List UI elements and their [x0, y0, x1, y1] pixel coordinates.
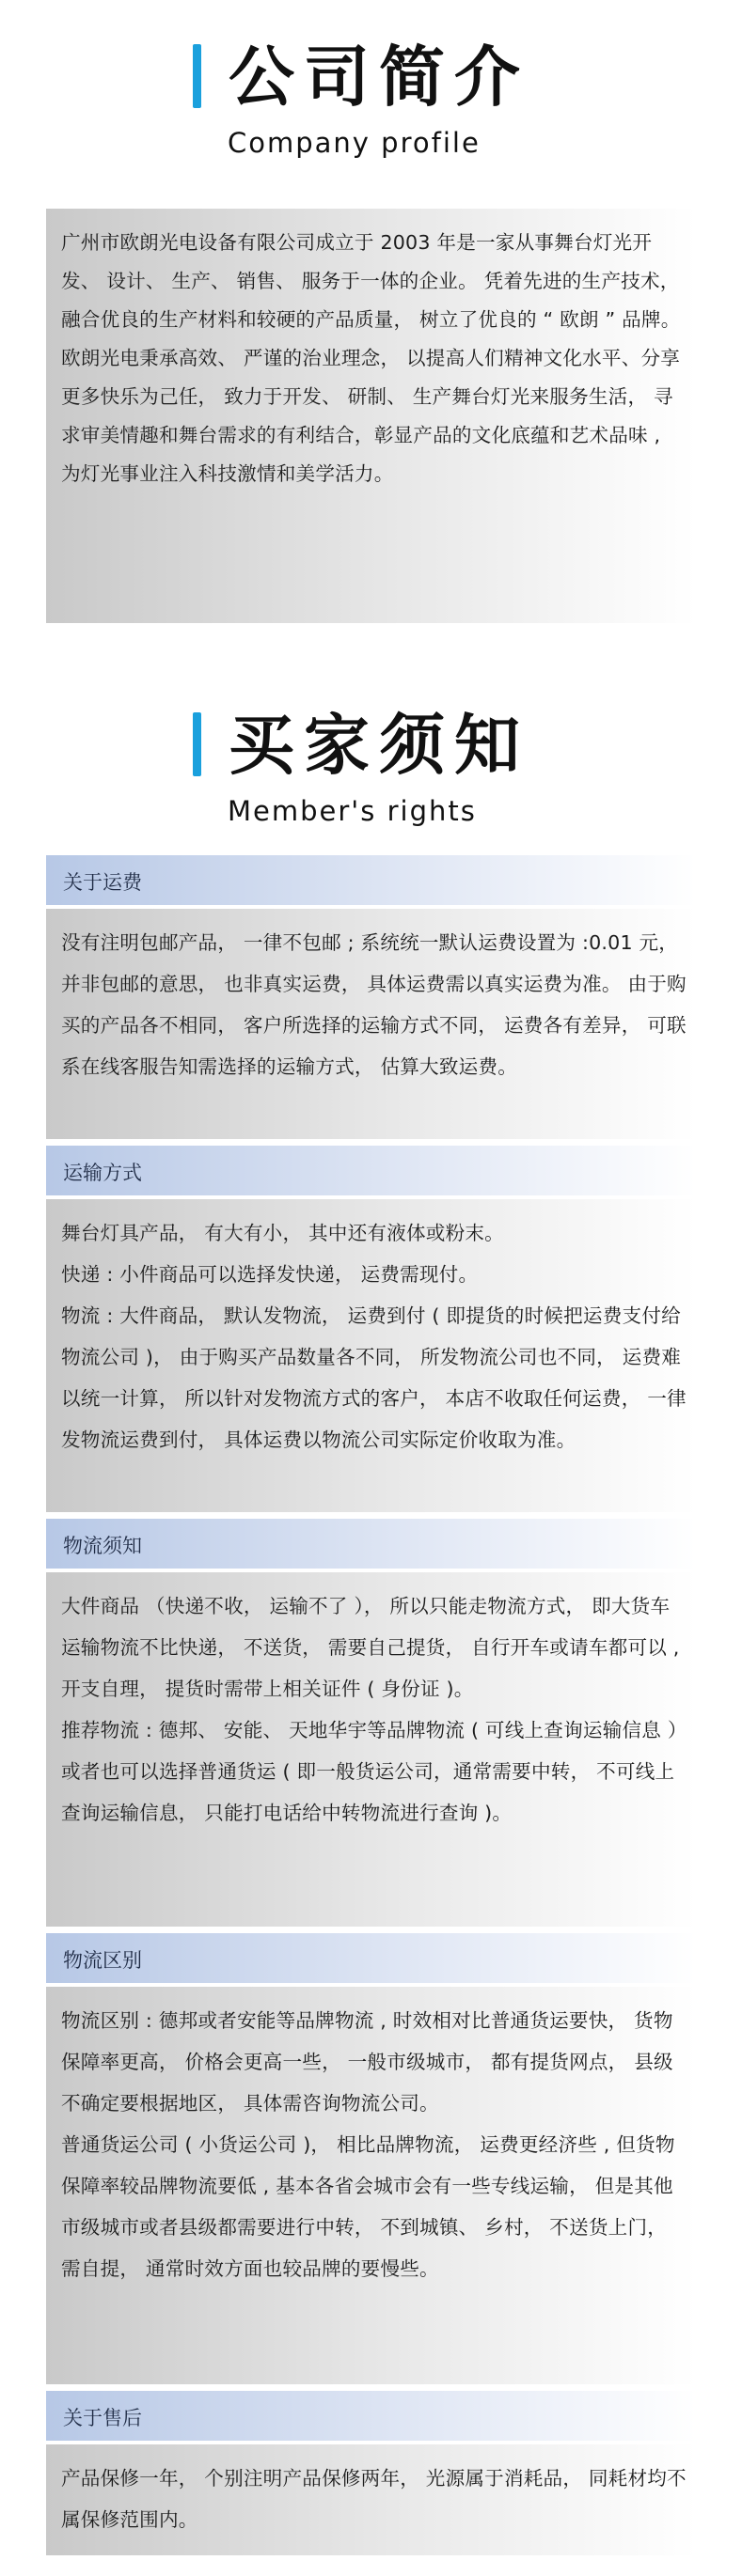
paragraph: 物流 : 大件商品， 默认发物流， 运费到付 ( 即提货的时候把运费支付给物流公司 )， 由于购买产品数量各不同， 所发物流公司也不同， 运费难以统一计算， 所以针对发物流方式的客户， 本店不收取任何运费， 一律发物流运费到付， 具体运费以物流公司实际定价收取为准。 [61, 1304, 687, 1451]
section-label-logistics-notice [46, 1519, 696, 1569]
company-intro-panel [46, 209, 696, 623]
paragraph: 产品保修一年， 个别注明产品保修两年， 光源属于消耗品， 同耗材均不属保修范围内。 [61, 2467, 687, 2531]
paragraph: 推荐物流 : 德邦、 安能、 天地华宇等品牌物流 ( 可线上查询运输信息 ） 或者也可以选择普通货运 ( 即一般货运公司，通常需要中转， 不可线上查询运输信息， 只能打电话给中转物流进行查询 )。 [61, 1719, 687, 1824]
paragraph: 物流区别 : 德邦或者安能等品牌物流 , 时效相对比普通货运要快， 货物保障率更高， 价格会更高一些， 一般市级城市， 都有提货网点， 县级不确定要根据地区， 具体需咨询物流公司。 [61, 2009, 673, 2115]
members-rights-subtitle: Member's rights [228, 795, 477, 827]
section-label-logistics-difference [46, 1933, 696, 1983]
paragraph: 没有注明包邮产品， 一律不包邮 ; 系统统一默认运费设置为 :0.01 元， 并非包邮的意思， 也非真实运费， 具体运费需以真实运费为准。 由于购买的产品各不相同， 客户所选择的运输方式不同， 运费各有差异， 可联系在线客服告知需选择的运输方式， 估算大致运费。 [61, 931, 687, 1078]
section-label-text: 关于售后 [63, 2407, 142, 2429]
section-label-text: 物流区别 [63, 1949, 142, 1972]
company-profile-subtitle: Company profile [228, 127, 481, 159]
section-body-shipping-fee [46, 909, 696, 1139]
members-rights-title: 买家须知 [229, 707, 529, 784]
section-label-text: 运输方式 [63, 1162, 142, 1184]
section-body-logistics-notice [46, 1572, 696, 1927]
section-label-shipping-method [46, 1146, 696, 1195]
section-body-shipping-method [46, 1199, 696, 1512]
section-label-text: 关于运费 [63, 871, 142, 894]
paragraph: 快递 : 小件商品可以选择发快递， 运费需现付。 [61, 1263, 479, 1286]
company-profile-title: 公司简介 [229, 39, 529, 116]
section-body-logistics-difference [46, 1987, 696, 2384]
section-label-shipping-fee [46, 855, 696, 905]
paragraph: 普通货运公司 ( 小货运公司 )， 相比品牌物流， 运费更经济些 , 但货物保障率较品牌物流要低 , 基本各省会城市会有一些专线运输， 但是其他市级城市或者县级都需要进行中转， 不到城镇、 乡村， 不送货上门， 需自提， 通常时效方面也较品牌的要慢些。 [61, 2133, 675, 2280]
section-label-after-sales [46, 2391, 696, 2441]
company-intro-text: 广州市欧朗光电设备有限公司成立于 2003 年是一家从事舞台灯光开发、 设计、 生产、 销售、 服务于一体的企业。 凭着先进的生产技术， 融合优良的生产材料和较硬的产品质量， 树立了优良的 “ 欧朗 ” 品牌。 欧朗光电秉承高效、 严谨的治业理念， 以提高人们精神文化水平、分享更多快乐为己任， 致力于开发、 研制、 生产舞台灯光来服务生活， 寻求审美情趣和舞台需求的有利结合，彰显产品的文化底蕴和艺术品味 , 为灯光事业注入科技激情和美学活力。 [61, 231, 681, 485]
header-accent-bar [193, 712, 201, 776]
section-label-text: 物流须知 [63, 1535, 142, 1557]
paragraph: 舞台灯具产品， 有大有小， 其中还有液体或粉末。 [61, 1222, 504, 1244]
section-body-after-sales [46, 2444, 696, 2555]
header-accent-bar [193, 44, 201, 108]
paragraph: 大件商品 （快递不收， 运输不了 ）， 所以只能走物流方式， 即大货车运输物流不比快递， 不送货， 需要自己提货， 自行开车或请车都可以 , 开支自理， 提货时需带上相关证件 ( 身份证 )。 [61, 1595, 680, 1700]
